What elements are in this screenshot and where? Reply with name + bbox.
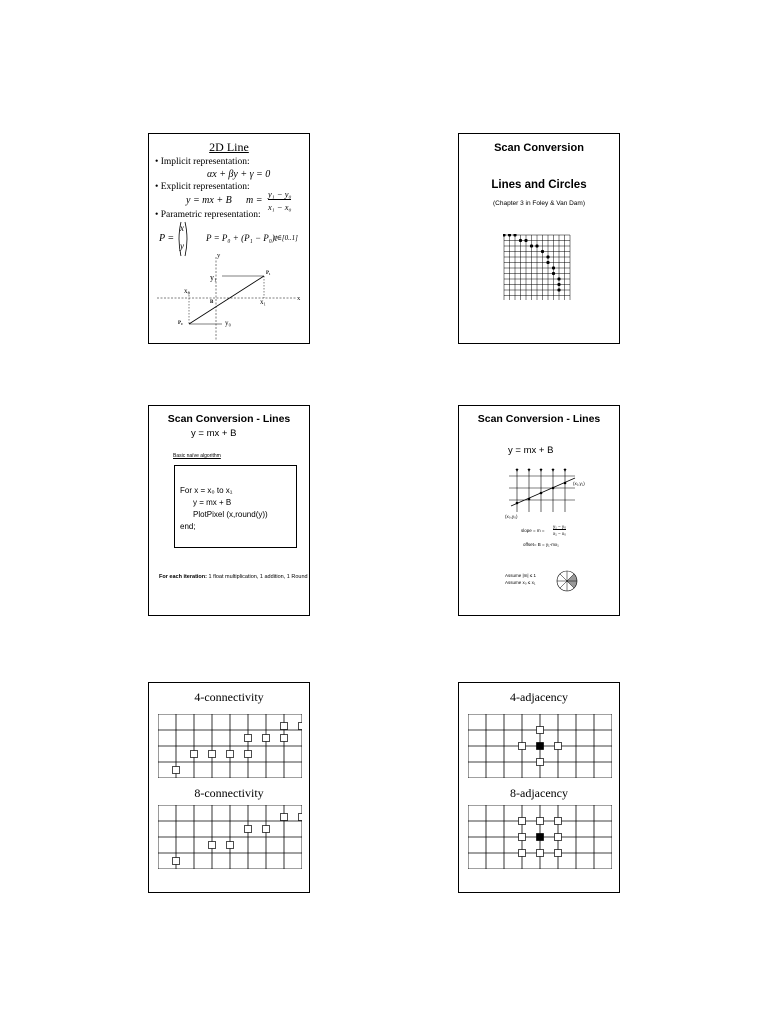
circle-pixel: [557, 277, 560, 280]
pixel-marker: [281, 723, 288, 730]
fig-x1-label: x₁: [260, 298, 266, 306]
bullet-explicit: • Explicit representation:: [155, 182, 250, 192]
tick-arrow: [540, 469, 543, 472]
assume-slope: Assume |m| ≤ 1: [505, 573, 537, 578]
pixel-marker: [537, 818, 544, 825]
slide-scan-conversion-lines-naive: [148, 405, 310, 616]
pixel-marker: [519, 850, 526, 857]
circle-pixel: [552, 272, 555, 275]
explicit-equation: y = mx + B: [186, 195, 232, 206]
pixel-marker: [209, 751, 216, 758]
fig-y0-label: y₀: [225, 319, 231, 327]
fig-x-axis-label: x: [297, 295, 301, 302]
circle-pixel: [503, 234, 506, 237]
circle-pixel: [508, 234, 511, 237]
circle-pixel: [513, 234, 516, 237]
circle-pixel: [541, 250, 544, 253]
circle-pixel-grid: [503, 234, 573, 300]
pixel-marker: [555, 834, 562, 841]
slide-scan-conversion-intro: [458, 133, 620, 344]
line-pixel: [552, 487, 555, 490]
pixel-marker: [245, 826, 252, 833]
circle-pixel: [546, 261, 549, 264]
assume-order: Assume x₀ ≤ x₁: [505, 580, 536, 585]
pixel-marker: [245, 751, 252, 758]
pixel-marker: [519, 743, 526, 750]
chapter-reference: (Chapter 3 in Foley & Van Dam): [493, 200, 585, 207]
offset-label: offset= B = y₁-mx₁: [523, 542, 559, 547]
slope-numerator: y₁ − y₀: [268, 189, 292, 199]
title-4-adjacency: 4-adjacency: [510, 690, 568, 704]
pixel-marker: [209, 842, 216, 849]
slope-denominator: x₁ − x₀: [268, 202, 292, 212]
circle-pixel: [535, 244, 538, 247]
octant-circle-diagram: [555, 569, 579, 593]
circle-pixel: [530, 244, 533, 247]
vector-x: x: [180, 223, 184, 233]
title-8-connectivity: 8-connectivity: [194, 786, 264, 800]
circle-pixel: [546, 255, 549, 258]
slide-connectivity: [148, 682, 310, 893]
line-pixel: [540, 492, 543, 495]
pixel-marker: [519, 818, 526, 825]
pixel-marker: [537, 850, 544, 857]
code-line-for: For x = x₀ to x₁: [180, 486, 233, 495]
param-p-label: P =: [159, 233, 175, 244]
line-equation: y = mx + B: [508, 445, 554, 456]
fig-y1-label: y₁: [210, 273, 217, 282]
circle-pixel: [519, 239, 522, 242]
title-4-connectivity: 4-connectivity: [194, 690, 264, 704]
slope-label: m =: [246, 195, 263, 206]
algorithm-label: Basic naïve algorithm: [173, 453, 221, 459]
slide-title: Scan Conversion - Lines: [167, 413, 291, 425]
pixel-marker: [281, 735, 288, 742]
line-pixel-grid: [507, 466, 577, 516]
line-pixel: [528, 498, 531, 501]
tick-arrow: [552, 469, 555, 472]
pixel-marker: [191, 751, 198, 758]
bullet-parametric: • Parametric representation:: [155, 210, 261, 220]
point-p1-label: (x₁,y₁): [573, 481, 585, 486]
code-line-end: end;: [180, 522, 196, 531]
point-p0-label: (x₀,y₀): [505, 514, 518, 519]
pixel-marker: [519, 834, 526, 841]
slope-label: slope = m =: [521, 528, 545, 533]
pixel-marker: [227, 842, 234, 849]
center-pixel: [537, 834, 544, 841]
slope-numerator: y₁ − y₀: [553, 524, 567, 529]
title-8-adjacency: 8-adjacency: [510, 786, 568, 800]
slide-title: 2D Line: [209, 140, 249, 154]
slide-2d-line: [148, 133, 310, 344]
pixel-marker: [245, 735, 252, 742]
fig-x0-label: x₀: [184, 287, 190, 295]
pixel-marker: [173, 858, 180, 865]
slide-title: Scan Conversion - Lines: [477, 413, 601, 425]
pixel-marker: [173, 767, 180, 774]
pixel-marker: [555, 743, 562, 750]
tick-arrow: [564, 469, 567, 472]
code-line-plot: PlotPixel (x,round(y)): [193, 510, 268, 519]
pixel-marker: [227, 751, 234, 758]
line-equation: y = mx + B: [191, 428, 237, 439]
code-line-assign: y = mx + B: [193, 498, 232, 507]
pixel-marker: [299, 723, 303, 730]
pixel-marker: [281, 814, 288, 821]
slide-scan-conversion-lines-slope: [458, 405, 620, 616]
parametric-equation: P = P₀ + (P₁ − P₀)t: [206, 233, 278, 243]
center-pixel: [537, 743, 544, 750]
circle-pixel: [557, 288, 560, 291]
line-figure: [149, 252, 309, 342]
implicit-equation: αx + βy + γ = 0: [207, 169, 271, 180]
pixel-marker: [555, 850, 562, 857]
slide-subtitle: Lines and Circles: [491, 179, 587, 191]
grid-4-connectivity: [158, 714, 302, 778]
iteration-cost-label: For each iteration:: [159, 574, 207, 580]
tick-arrow: [516, 469, 519, 472]
slide-title: Scan Conversion: [494, 142, 584, 154]
bullet-implicit: • Implicit representation:: [155, 157, 250, 167]
line-pixel: [564, 482, 567, 485]
slope-denominator: x₁ − x₀: [553, 531, 567, 536]
pixel-marker: [537, 727, 544, 734]
line-pixel: [516, 502, 519, 505]
circle-pixel: [524, 239, 527, 242]
parametric-range: t ∈[0..1]: [273, 234, 298, 242]
pixel-marker: [537, 759, 544, 766]
fig-p0-label: P₀: [178, 321, 183, 326]
pixel-marker: [555, 818, 562, 825]
circle-pixel: [557, 283, 560, 286]
iteration-cost-text: 1 float multiplication, 1 addition, 1 Round: [206, 574, 308, 580]
circle-pixel: [552, 266, 555, 269]
vector-y: y: [180, 241, 184, 251]
code-box: [174, 465, 297, 548]
tick-arrow: [528, 469, 531, 472]
grid-8-connectivity: [158, 805, 302, 869]
grid-4-adjacency: [468, 714, 612, 778]
fig-p1-label: P₁: [266, 271, 271, 276]
pixel-marker: [299, 814, 303, 821]
pixel-marker: [263, 826, 270, 833]
fig-y-axis-label: y: [217, 252, 221, 259]
slide-adjacency: [458, 682, 620, 893]
grid-8-adjacency: [468, 805, 612, 869]
iteration-cost-note: [159, 574, 308, 580]
fig-b-label: B: [210, 300, 214, 305]
pixel-marker: [263, 735, 270, 742]
